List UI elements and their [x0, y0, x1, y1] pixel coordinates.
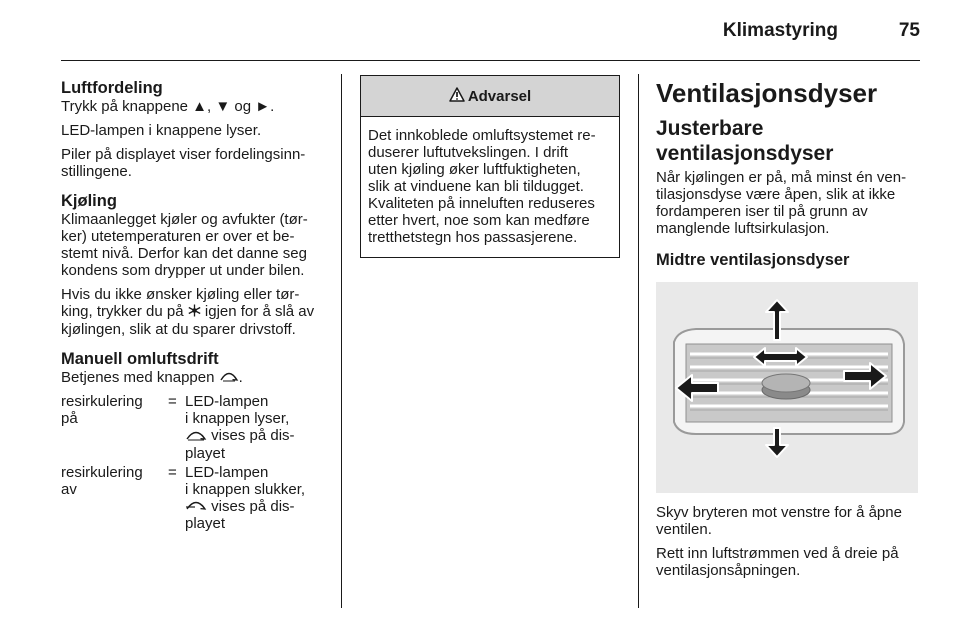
text-line: slik at vinduene kan bli tildugget. [368, 178, 584, 195]
text-line: i knappen lyser, [185, 410, 290, 428]
vents-paragraph-2 [656, 504, 921, 538]
text-line: på [61, 410, 78, 428]
text-line: Skyv bryteren mot venstre for å åpne [656, 504, 902, 521]
luftfordeling-p2: LED-lampen i knappene lyser. [61, 122, 262, 139]
page-header-title: Klimastyring [722, 20, 838, 41]
text-line: Hvis du ikke ønsker kjøling eller tør- [61, 286, 300, 303]
section-title: Ventilasjonsdyser [656, 78, 878, 108]
vents-paragraph-1 [656, 169, 921, 237]
text-line: Piler på displayet viser fordelingsinn- [61, 146, 306, 163]
kjoling-p1 [61, 211, 331, 279]
text-line: fordamperen iser til på grunn av [656, 203, 868, 220]
text-line: resirkulering [61, 393, 143, 411]
text-line: kjølingen, slik at du sparer drivstoff. [61, 320, 296, 338]
definition-term [61, 464, 168, 533]
column-divider-left [341, 74, 342, 608]
text-line: Når kjølingen er på, må minst én ven- [656, 169, 907, 186]
text-line: Rett inn luftstrømmen ved å dreie på [656, 545, 899, 562]
text-line: tilasjonsdyse være åpen, slik at ikke [656, 186, 896, 203]
text-line: igjen for å slå av [204, 303, 315, 320]
text-line: i knappen slukker, [185, 480, 306, 498]
text-line: manglende luftsirkulasjon. [656, 220, 830, 237]
luftfordeling-p3 [61, 146, 331, 180]
text-line: Betjenes med knappen [61, 368, 215, 386]
vents-paragraph-3 [656, 545, 921, 579]
definition-row-off [61, 464, 331, 533]
text-line: duserer luftutvekslingen. I drift [368, 144, 569, 161]
recirculation-on-icon [185, 428, 207, 445]
luftfordeling-p1: Trykk på knappene ▲, ▼ og ►. [61, 98, 275, 115]
text-line: LED-lampen [185, 393, 269, 411]
warning-header [361, 76, 619, 117]
definition-equals: = [168, 393, 177, 411]
midtre-heading: Midtre ventilasjonsdyser [656, 251, 850, 269]
text-line: vises på dis- [211, 427, 295, 445]
text-line: Justerbare [656, 117, 764, 140]
text-line: uten kjøling øker luftfuktigheten, [368, 161, 581, 178]
kjoling-p2 [61, 286, 331, 338]
text-line: ventilasjonsdyser [656, 142, 834, 165]
header-rule [61, 60, 920, 61]
text-line: av [61, 480, 77, 498]
recirculation-definition-table [61, 393, 331, 532]
definition-term [61, 393, 168, 462]
column-divider-right [638, 74, 639, 608]
text-line: Det innkoblede omluftsystemet re- [368, 127, 596, 144]
text-line: kondens som drypper ut under bilen. [61, 262, 305, 279]
text-line: vises på dis- [211, 497, 295, 515]
text-line: . [238, 368, 243, 386]
warning-triangle-icon [449, 87, 465, 106]
manuell-heading: Manuell omluftsdrift [61, 349, 219, 368]
text-line: stillingene. [61, 163, 132, 180]
text-line: ker) utetemperaturen er over et be- [61, 228, 295, 245]
definition-description [185, 464, 331, 533]
definition-row-on [61, 393, 331, 462]
text-line: LED-lampen [185, 463, 269, 481]
page-number: 75 [898, 20, 920, 41]
text-line: ventilen. [656, 521, 712, 538]
text-line: king, trykker du på [61, 303, 184, 320]
recirculation-off-icon [185, 498, 207, 515]
center-vent-illustration [656, 282, 918, 493]
left-column [61, 79, 331, 532]
middle-column [360, 75, 621, 258]
warning-box [360, 75, 620, 258]
text-line: tretthetstegn hos passasjerene. [368, 229, 578, 246]
text-line: ventilasjonsåpningen. [656, 562, 801, 579]
warning-body [361, 117, 619, 257]
definition-equals: = [168, 463, 177, 481]
air-recirculation-icon [219, 369, 239, 386]
text-line: etter hvert, noe som kan medføre [368, 212, 590, 229]
kjoling-heading: Kjøling [61, 192, 117, 210]
warning-title: Advarsel [467, 87, 532, 105]
text-line: resirkulering [61, 463, 143, 481]
text-line: playet [185, 444, 226, 462]
text-line: playet [185, 515, 226, 533]
text-line: Kvaliteten på inneluften reduseres [368, 195, 595, 212]
definition-description [185, 393, 331, 462]
ac-snowflake-icon [188, 304, 201, 321]
luftfordeling-heading: Luftfordeling [61, 79, 163, 97]
manuell-intro [61, 369, 331, 387]
text-line: Klimaanlegget kjøler og avfukter (tør- [61, 211, 308, 228]
text-line: stemt nivå. Derfor kan det danne seg [61, 245, 307, 262]
right-column [656, 78, 921, 579]
subsection-title [656, 116, 921, 166]
